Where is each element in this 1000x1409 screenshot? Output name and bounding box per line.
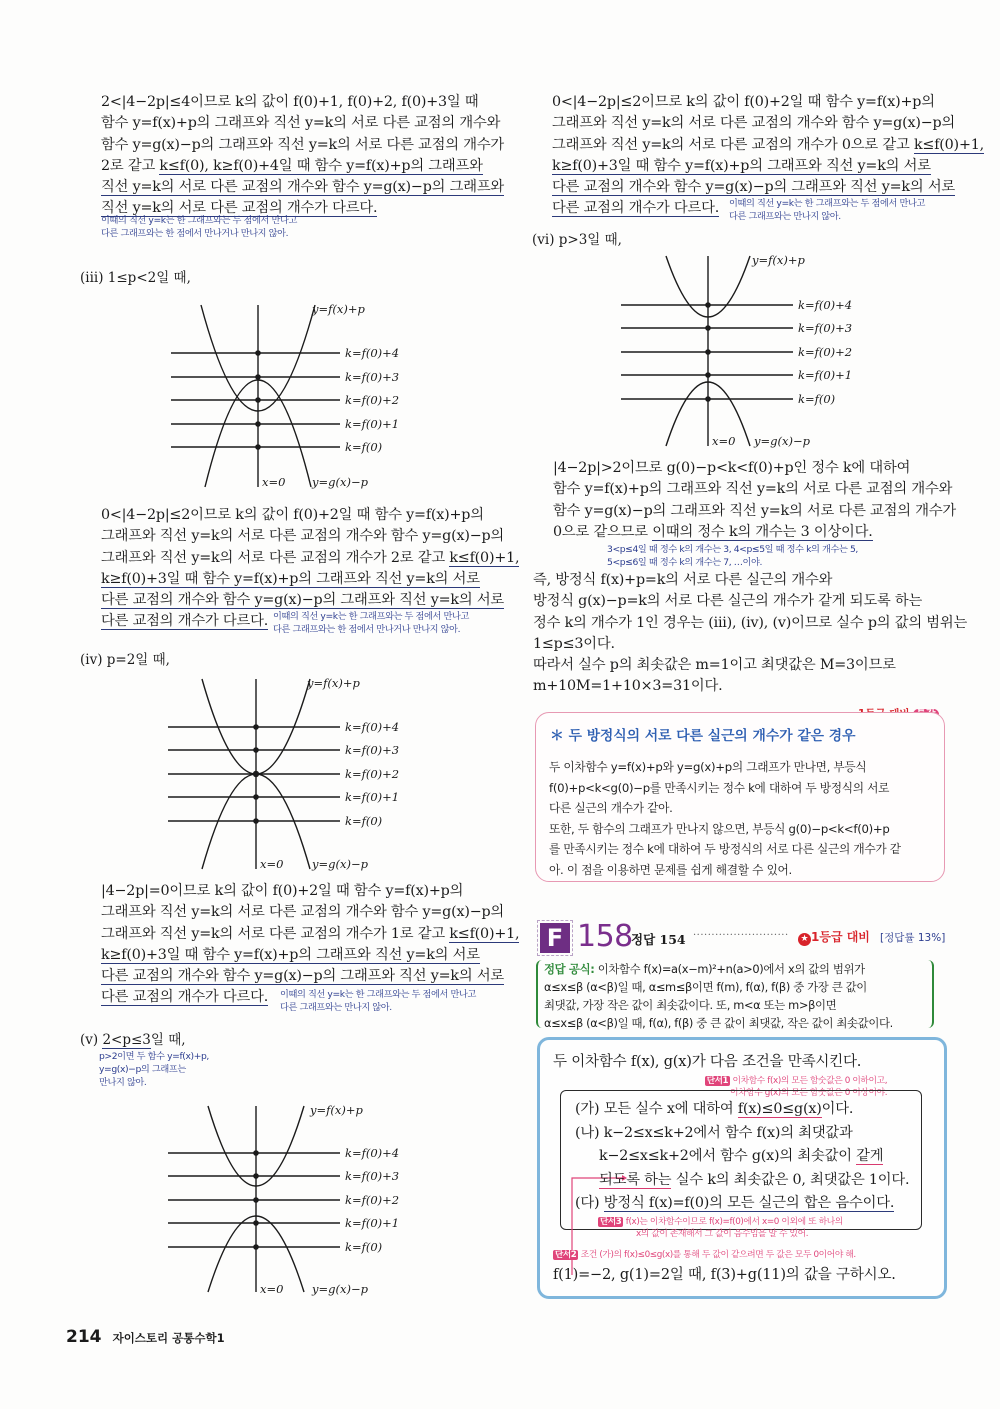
svg-text:y=g(x)−p: y=g(x)−p (312, 857, 368, 871)
svg-text:x=0: x=0 (260, 1282, 284, 1296)
svg-text:k=f(0)+3: k=f(0)+3 (345, 1169, 400, 1183)
answer-label: 정답 154 (631, 932, 686, 947)
svg-text:k=f(0): k=f(0) (798, 392, 836, 406)
condition-ga: (가) 모든 실수 x에 대하여 f(x)≤0≤g(x)이다. (575, 1101, 854, 1117)
graph-case-v (165, 1100, 425, 1300)
condition-na-2: k−2≤x≤k+2에서 함수 g(x)의 최솟값이 같게 (599, 1148, 884, 1164)
svg-text:k=f(0): k=f(0) (345, 814, 383, 828)
hint3-tag: 단서3 (600, 1217, 622, 1227)
svg-text:k=f(0)+4: k=f(0)+4 (798, 298, 853, 312)
case-iv-note: 이때의 직선 y=k는 한 그래프와는 두 점에서 만나고 다른 그래프와는 만나지 않아. (280, 989, 476, 1013)
star-circle-icon: ★ (798, 933, 811, 946)
case-vi-heading: (vi) p>3일 때, (532, 232, 622, 248)
problem-intro: 두 이차함수 f(x), g(x)가 다음 조건을 만족시킨다. (553, 1054, 862, 1070)
svg-text:k=f(0)+1: k=f(0)+1 (798, 368, 853, 382)
case-iii-text: 0<|4−2p|≤2이므로 k의 값이 f(0)+2일 때 함수 y=f(x)+p의 그래프와 직선 y=k의 서로 다른 교점의 개수와 함수 y=g(x)−p의 그래프와 직선 y=k의 서로 다른 교점의 개수가 2로 같고 k≤f(0)+1, k≥f(0)+3일 때 함수 y=f(x)+p의 그래프와 직선 y=k의 서로 다른 교점의 개수와 함수 y=g(x)−p의 그래프와 직선 y=k의 서로 다른 교점의 개수가 다르다. (101, 507, 520, 630)
case-iii-heading: (iii) 1≤p<2일 때, (80, 270, 191, 286)
conclusion-text: 즉, 방정식 f(x)+p=k의 서로 다른 실근의 개수와 방정식 g(x)−p=k의 서로 다른 실근의 개수가 같게 되도록 하는 정수 k의 개수가 1인 경우는 (iii), (iv), (v)이므로 실수 p의 값의 범위는 1≤p≤3이다. 따라서 실수 p의 최솟값은 m=1이고 최댓값은 M=3이므로 m+10M=1+10×3=31이다. (533, 572, 968, 695)
svg-text:y=f(x)+p: y=f(x)+p (752, 253, 805, 267)
case-v-tail-text: 0<|4−2p|≤2이므로 k의 값이 f(0)+2일 때 함수 y=f(x)+p의 그래프와 직선 y=k의 서로 다른 교점의 개수와 함수 y=g(x)−p의 그래프와 직선 y=k의 서로 다른 교점의 개수가 0으로 같고 k≤f(0)+1, k≥f(0)+3일 때 함수 y=f(x)+p의 그래프와 직선 y=k의 서로 다른 교점의 개수와 함수 y=g(x)−p의 그래프와 직선 y=k의 서로 다른 교점의 개수가 다르다. (552, 94, 984, 217)
formula-text: 정답 공식: 이차함수 f(x)=a(x−m)²+n(a>0)에서 x의 값의 범위가 α≤x≤β (α<β)일 때, α≤m≤β이면 f(m), f(α), f(β) 중 가장 큰 값이 최댓값, 가장 작은 값이 최솟값이다. 또, m<α 또는 m>β이면 α≤x≤β (α<β)일 때, f(α), f(β) 중 큰 값이 최댓값, 작은 값이 최솟값이다. (544, 962, 893, 1030)
case-vi-text: |4−2p|>2이므로 g(0)−p<k<f(0)+p인 정수 k에 대하여 함수 y=f(x)+p의 그래프와 직선 y=k의 서로 다른 교점의 개수와 함수 y=g(x)−p의 그래프와 직선 y=k의 서로 다른 교점의 개수가 0으로 같으므로 이때의 정수 k의 개수는 3 이상이다. (553, 460, 957, 540)
hint1: 단서1 이차함수 f(x)의 모든 함숫값은 0 이하이고, 이차함수 g(x)의 모든 함숫값은 0 이상이야. (706, 1076, 888, 1098)
case-ii-tail-text: 2<|4−2p|≤4이므로 k의 값이 f(0)+1, f(0)+2, f(0)+3일 때 함수 y=f(x)+p의 그래프와 직선 y=k의 서로 다른 교점의 개수와 함수 y=g(x)−p의 그래프와 직선 y=k의 서로 다른 교점의 개수가 2로 같고 k≤f(0), k≥f(0)+4일 때 함수 y=f(x)+p의 그래프와 직선 y=k의 서로 다른 교점의 개수와 함수 y=g(x)−p의 그래프와 직선 y=k의 서로 다른 교점의 개수가 다르다. (101, 94, 505, 217)
page-number: 214 (66, 1327, 102, 1347)
problem-question: f(1)=−2, g(1)=2일 때, f(3)+g(11)의 값을 구하시오. (553, 1267, 896, 1283)
case-iii-note: 이때의 직선 y=k는 한 그래프와는 두 점에서 만나고 다른 그래프와는 한 점에서 만나거나 만나지 않아. (273, 611, 469, 635)
svg-text:y=f(x)+p: y=f(x)+p (312, 302, 365, 316)
hint1-tag: 단서1 (706, 1076, 729, 1086)
case-v-note: p>2이면 두 함수 y=f(x)+p, y=g(x)−p의 그래프는 만나지 않아. (99, 1051, 209, 1088)
case-ii-note: 이때의 직선 y=k는 한 그래프와는 두 점에서 만나고 다른 그래프와는 한 점에서 만나거나 만나지 않아. (101, 215, 297, 239)
section-badge-f: F (540, 923, 570, 953)
svg-text:k=f(0)+3: k=f(0)+3 (345, 370, 400, 384)
case-v-tail-note: 이때의 직선 y=k는 한 그래프와는 두 점에서 만나고 다른 그래프와는 만나지 않아. (729, 198, 925, 222)
book-title: 자이스토리 공통수학1 (112, 1331, 225, 1345)
svg-text:k=f(0)+3: k=f(0)+3 (345, 743, 400, 757)
conditions (575, 1098, 909, 1216)
svg-text:k=f(0): k=f(0) (345, 1240, 383, 1254)
svg-text:x=0: x=0 (712, 434, 736, 448)
svg-text:k=f(0)+4: k=f(0)+4 (345, 720, 400, 734)
svg-text:k=f(0)+2: k=f(0)+2 (345, 393, 400, 407)
case-iv-heading: (iv) p=2일 때, (80, 652, 170, 668)
graph-case-iv (165, 675, 425, 875)
graph-case-vi (618, 252, 878, 452)
svg-text:x=0: x=0 (262, 475, 286, 489)
condition-na-1: (나) k−2≤x≤k+2에서 함수 f(x)의 최댓값과 (575, 1124, 853, 1141)
svg-text:k=f(0)+4: k=f(0)+4 (345, 346, 400, 360)
svg-text:y=g(x)−p: y=g(x)−p (312, 1282, 368, 1296)
svg-text:k=f(0)+4: k=f(0)+4 (345, 1146, 400, 1160)
svg-text:k=f(0): k=f(0) (345, 440, 383, 454)
svg-text:k=f(0)+1: k=f(0)+1 (345, 1216, 400, 1230)
case-vi-note: 3<p≤4일 때 정수 k의 개수는 3, 4<p≤5일 때 정수 k의 개수는 5, 5<p≤6일 때 정수 k의 개수는 7, …이야. (607, 544, 858, 568)
case-v-heading: (v) 2<p≤3일 때, (80, 1032, 186, 1048)
footer (66, 1327, 225, 1347)
problem-number: 158 (577, 919, 633, 954)
tip-body: 두 이차함수 y=f(x)+p와 y=g(x)+p의 그래프가 만나면, 부등식 f(0)+p<k<g(0)−p를 만족시키는 정수 k에 대하여 두 방정식의 서로 다른 실근의 개수가 같아. 또한, 두 함수의 그래프가 만나지 않으면, 부등식 g(0)−p<k<f(0)+p 를 만족시키는 정수 k에 대하여 두 방정식의 서로 다른 실근의 개수가 같 아. 이 점을 이용하면 문제를 쉽게 해결할 수 있어. (549, 760, 901, 877)
svg-text:x=0: x=0 (260, 857, 284, 871)
svg-text:k=f(0)+2: k=f(0)+2 (345, 1193, 400, 1207)
condition-na-3: 되도록 하는 실수 k의 최솟값은 0, 최댓값은 1이다. (599, 1171, 910, 1188)
svg-text:k=f(0)+2: k=f(0)+2 (345, 767, 400, 781)
svg-text:k=f(0)+1: k=f(0)+1 (345, 790, 400, 804)
svg-text:k=f(0)+2: k=f(0)+2 (798, 345, 853, 359)
hint2: 단서2 조건 (가)의 f(x)≤0≤g(x)를 통해 두 값이 같으려면 두 값은 모두 0이어야 해. (555, 1250, 856, 1260)
svg-text:y=g(x)−p: y=g(x)−p (754, 434, 810, 448)
svg-text:k=f(0)+3: k=f(0)+3 (798, 321, 853, 335)
svg-text:y=f(x)+p: y=f(x)+p (310, 1103, 363, 1117)
graph-case-iii (165, 295, 425, 495)
svg-text:y=f(x)+p: y=f(x)+p (307, 676, 360, 690)
level-label: ★ 1등급 대비 (798, 928, 870, 946)
condition-da: (다) 방정식 f(x)=f(0)의 모든 실근의 합은 음수이다. (575, 1195, 895, 1211)
svg-text:y=g(x)−p: y=g(x)−p (312, 475, 368, 489)
svg-text:k=f(0)+1: k=f(0)+1 (345, 417, 400, 431)
hint3: 단서3 f(x)는 이차함수이므로 f(x)=f(0)에서 x=0 이외에 또 하나의 x의 값이 존재해서 그 값이 음수임을 알 수 있어. (600, 1217, 843, 1239)
correct-rate: [정답률 13%] (880, 932, 946, 944)
tip-title: ＊ 두 방정식의 서로 다른 실근의 개수가 같은 경우 (550, 728, 856, 744)
case-iv-text: |4−2p|=0이므로 k의 값이 f(0)+2일 때 함수 y=f(x)+p의 그래프와 직선 y=k의 서로 다른 교점의 개수와 함수 y=g(x)−p의 그래프와 직선 y=k의 서로 다른 교점의 개수가 1로 같고 k≤f(0)+1, k≥f(0)+3일 때 함수 y=f(x)+p의 그래프와 직선 y=k의 서로 다른 교점의 개수와 함수 y=g(x)−p의 그래프와 직선 y=k의 서로 다른 교점의 개수가 다르다. (101, 883, 520, 1006)
hint2-tag: 단서2 (555, 1250, 577, 1260)
leader-dots: ·························· (693, 930, 789, 941)
